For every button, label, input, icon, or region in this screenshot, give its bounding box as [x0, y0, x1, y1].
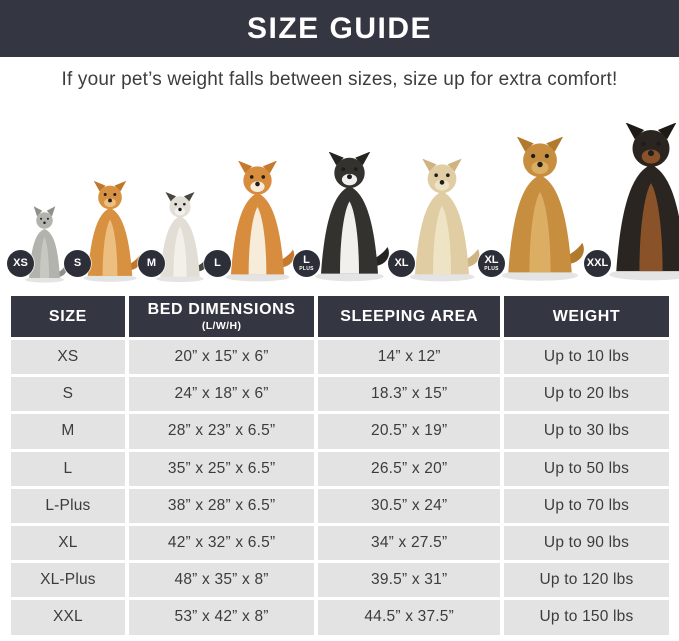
- size-badge-label: M: [146, 257, 157, 269]
- size-badge-XL: [388, 250, 415, 277]
- cell-sleep: 39.5” x 31”: [318, 563, 500, 597]
- cell-weight: Up to 20 lbs: [504, 377, 669, 411]
- column-header-size: [11, 296, 125, 337]
- size-badge-XS: [7, 250, 34, 277]
- animal-pomeranian: [73, 181, 147, 285]
- animal-border-collie: [299, 152, 397, 285]
- size-badge-label: XL: [394, 257, 409, 269]
- size-badge-label: S: [73, 257, 82, 269]
- animal-gray-cat: [13, 205, 73, 285]
- animal-french-bulldog: [147, 192, 213, 285]
- cell-bed: 42” x 32” x 6.5”: [129, 526, 315, 560]
- size-badge-sublabel: PLUS: [484, 266, 499, 272]
- cell-sleep: 26.5” x 20”: [318, 452, 500, 486]
- cell-sleep: 34” x 27.5”: [318, 526, 500, 560]
- cell-bed: 53” x 42” x 8”: [129, 600, 315, 634]
- size-badge-M: [138, 250, 165, 277]
- size-badge-sublabel: PLUS: [299, 266, 314, 272]
- cell-size: XXL: [11, 600, 125, 634]
- cell-sleep: 44.5” x 37.5”: [318, 600, 500, 634]
- cell-weight: Up to 70 lbs: [504, 489, 669, 523]
- cell-size: M: [11, 414, 125, 448]
- size-badge-XL-plus: [478, 250, 505, 277]
- column-header-label: BED DIMENSIONS: [147, 301, 296, 318]
- cell-weight: Up to 30 lbs: [504, 414, 669, 448]
- column-header-label: WEIGHT: [552, 307, 621, 325]
- animal-golden-retriever: [484, 137, 593, 285]
- cell-bed: 35” x 25” x 6.5”: [129, 452, 315, 486]
- column-header-bed-dimensions: [129, 296, 315, 337]
- animal-shiba-inu: [213, 161, 302, 285]
- cell-sleep: 20.5” x 19”: [318, 414, 500, 448]
- cell-size: XL-Plus: [11, 563, 125, 597]
- size-badge-S: [64, 250, 91, 277]
- size-badge-label: XL: [484, 254, 499, 266]
- size-badge-L: [204, 250, 231, 277]
- cell-bed: 48” x 35” x 8”: [129, 563, 315, 597]
- cell-sleep: 30.5” x 24”: [318, 489, 500, 523]
- cell-weight: Up to 10 lbs: [504, 340, 669, 374]
- cell-size: XS: [11, 340, 125, 374]
- cell-size: L: [11, 452, 125, 486]
- cell-sleep: 14” x 12”: [318, 340, 500, 374]
- size-badge-label: XS: [13, 257, 28, 269]
- column-header-weight: [504, 296, 669, 337]
- cell-weight: Up to 120 lbs: [504, 563, 669, 597]
- cell-size: S: [11, 377, 125, 411]
- cell-sleep: 18.3” x 15”: [318, 377, 500, 411]
- size-table: [11, 296, 669, 635]
- animal-labrador: [394, 159, 487, 285]
- size-badge-XXL: [584, 250, 611, 277]
- column-header-label: SIZE: [48, 307, 87, 325]
- subtitle-text: If your pet’s weight falls between sizes, size up for extra comfort!: [61, 69, 618, 90]
- column-header-label: SLEEPING AREA: [340, 307, 479, 325]
- size-badge-label: L: [214, 257, 221, 269]
- cell-size: L-Plus: [11, 489, 125, 523]
- cell-bed: 28” x 23” x 6.5”: [129, 414, 315, 448]
- title-banner: [0, 0, 679, 57]
- column-header-sublabel: (L/W/H): [201, 320, 242, 332]
- size-badge-L-plus: [293, 250, 320, 277]
- page-title: SIZE GUIDE: [246, 11, 433, 45]
- cell-bed: 24” x 18” x 6”: [129, 377, 315, 411]
- cell-weight: Up to 150 lbs: [504, 600, 669, 634]
- subtitle-wrap: [0, 57, 679, 103]
- cell-weight: Up to 50 lbs: [504, 452, 669, 486]
- size-badge-label: L: [303, 254, 310, 266]
- cell-bed: 38” x 28” x 6.5”: [129, 489, 315, 523]
- cell-size: XL: [11, 526, 125, 560]
- animals-row: [0, 107, 679, 285]
- column-header-sleeping-area: [318, 296, 500, 337]
- size-badge-label: XXL: [586, 257, 609, 269]
- cell-bed: 20” x 15” x 6”: [129, 340, 315, 374]
- cell-weight: Up to 90 lbs: [504, 526, 669, 560]
- animal-doberman: [586, 123, 679, 285]
